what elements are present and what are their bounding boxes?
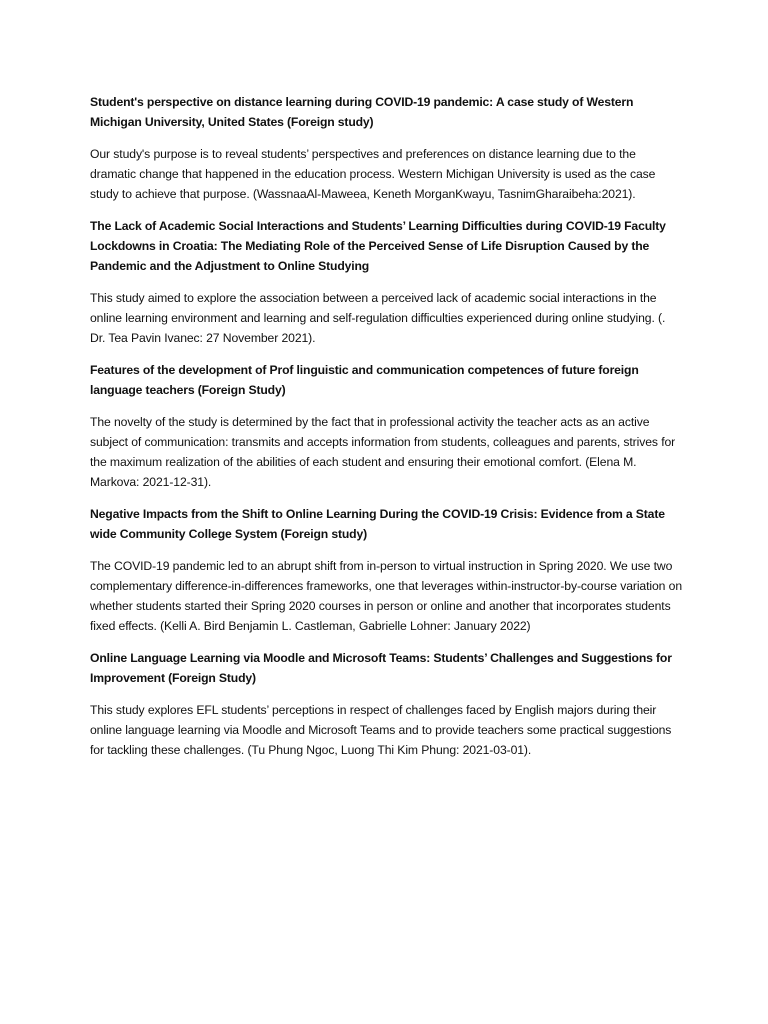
study-summary: This study explores EFL students’ perceptions in respect of challenges faced by English majors during their online language learning via Moodle and Microsoft Teams and to provide teachers some practical suggestions for tackling these challenges. (Tu Phung Ngoc, Luong Thi Kim Phung: 2021-03-01). [90, 703, 672, 757]
study-summary: The novelty of the study is determined by the fact that in professional activity the teacher acts as an active subject of communication: transmits and accepts information from students, colleagues and parents, strives for the maximum realization of the abilities of each student and ensuring their emotional comfort. (Elena M. Markova: 2021-12-31). [90, 415, 676, 489]
study-entry-4 [90, 504, 682, 636]
study-title: Student's perspective on distance learning during COVID-19 pandemic: A case study of Western Michigan University, United States (Foreign study) [90, 95, 634, 129]
study-summary: This study aimed to explore the association between a perceived lack of academic social interactions in the online learning environment and learning and self-regulation difficulties experienced during online studying. (. Dr. Tea Pavin Ivanec: 27 November 2021). [90, 291, 666, 345]
study-title: Features of the development of Prof linguistic and communication competences of future foreign language teachers (Foreign Study) [90, 363, 639, 397]
study-summary: Our study's purpose is to reveal students’ perspectives and preferences on distance learning due to the dramatic change that happened in the education process. Western Michigan University is used as the case study to achieve that purpose. (WassnaaAl-Maweea, Keneth MorganKwayu, TasnimGharaibeha:2021). [90, 147, 656, 201]
study-entry-2 [90, 216, 682, 348]
study-entry-5 [90, 648, 682, 760]
study-title: The Lack of Academic Social Interactions and Students’ Learning Difficulties during COVID-19 Faculty Lockdowns in Croatia: The Mediating Role of the Perceived Sense of Life Disruption Caused by the Pandemic and the Adjustment to Online Studying [90, 219, 666, 273]
study-title: Negative Impacts from the Shift to Online Learning During the COVID-19 Crisis: Evidence from a State wide Community College System (Foreign study) [90, 507, 665, 541]
study-title: Online Language Learning via Moodle and Microsoft Teams: Students’ Challenges and Suggestions for Improvement (Foreign Study) [90, 651, 672, 685]
document-page [90, 92, 682, 772]
study-entry-1 [90, 92, 682, 204]
study-entry-3 [90, 360, 682, 492]
study-summary: The COVID-19 pandemic led to an abrupt shift from in-person to virtual instruction in Spring 2020. We use two complementary difference-in-differences frameworks, one that leverages within-instructor-by-course variation on whether students started their Spring 2020 courses in person or online and another that incorporates students fixed effects. (Kelli A. Bird Benjamin L. Castleman, Gabrielle Lohner: January 2022) [90, 559, 683, 633]
